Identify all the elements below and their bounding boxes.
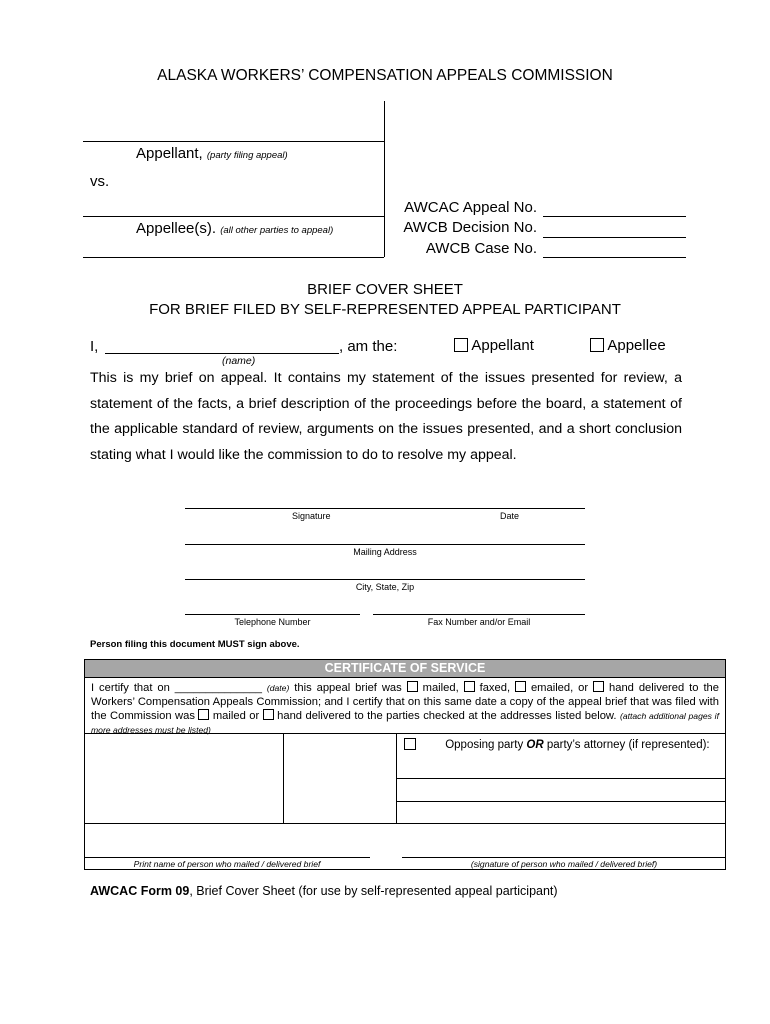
parties-hand-delivered-checkbox[interactable] (263, 709, 274, 720)
print-name-line[interactable] (84, 857, 370, 858)
opposing-party-checkbox[interactable] (404, 738, 416, 750)
address-row-divider-2 (396, 801, 726, 802)
page-title: ALASKA WORKERS’ COMPENSATION APPEALS COMMISSION (157, 67, 613, 84)
appellee-note: (all other parties to appeal) (220, 225, 334, 236)
heading-line1: BRIEF COVER SHEET (307, 281, 463, 298)
awcb-case-no-field[interactable] (543, 257, 686, 258)
signature-caption: Signature (292, 511, 331, 521)
form-description: , Brief Cover Sheet (for use by self-represented appeal participant) (189, 884, 558, 898)
appellant-line[interactable] (83, 141, 384, 142)
appellant-checkbox[interactable] (454, 338, 468, 352)
form-id: AWCAC Form 09 (90, 884, 190, 898)
certificate-of-service (84, 659, 726, 870)
awcac-appeal-no-field[interactable] (543, 216, 686, 217)
name-caption: (name) (222, 355, 256, 367)
appellant-note: (party filing appeal) (206, 150, 288, 161)
awcac-appeal-no-label: AWCAC Appeal No. (404, 199, 537, 216)
opposing-party-option[interactable]: Opposing party OR party’s attorney (if represented): (404, 738, 710, 751)
certificate-heading: CERTIFICATE OF SERVICE (85, 660, 725, 678)
server-signature-caption: (signature of person who mailed / delivered brief) (470, 859, 658, 869)
caption-bottom-rule (83, 257, 384, 258)
faxed-checkbox[interactable] (464, 681, 475, 692)
appellee-label: Appellee(s). (all other parties to appeal) (136, 220, 334, 237)
vs-label: vs. (90, 173, 110, 190)
fax-email-caption: Fax Number and/or Email (427, 617, 531, 627)
awcb-decision-no-label: AWCB Decision No. (403, 219, 537, 236)
address-row-divider-1 (396, 778, 726, 779)
city-state-zip-caption: City, State, Zip (355, 582, 415, 592)
brief-statement: This is my brief on appeal. It contains my statement of the issues presented for review, a statement of the facts, a brief description of the proceedings before the board, a statement of the applicable standard of review, arguments on the issues presented, and a short conclusion stating what I would like the commission to do to resolve my appeal. (90, 370, 682, 463)
date-caption: Date (500, 511, 520, 521)
name-field[interactable] (105, 353, 339, 354)
appellee-option[interactable]: Appellee (590, 337, 666, 354)
telephone-line[interactable] (185, 614, 360, 615)
address-col-divider-1 (283, 733, 284, 823)
parties-mailed-checkbox[interactable] (198, 709, 209, 720)
intro-am-the: , am the: (339, 338, 398, 355)
fax-email-line[interactable] (373, 614, 585, 615)
intro-i: I, (90, 338, 99, 355)
city-state-zip-line[interactable] (185, 579, 585, 580)
signature-date-line[interactable] (185, 508, 585, 509)
mailing-address-line[interactable] (185, 544, 585, 545)
appellee-line[interactable] (83, 216, 384, 217)
appellee-checkbox[interactable] (590, 338, 604, 352)
mailing-address-caption: Mailing Address (353, 547, 417, 557)
hand-delivered-checkbox[interactable] (593, 681, 604, 692)
form-footer (90, 884, 558, 898)
appellant-option[interactable]: Appellant (454, 337, 534, 354)
address-grid-top (84, 733, 726, 734)
awcb-decision-no-field[interactable] (543, 237, 686, 238)
must-sign-note: Person filing this document MUST sign above. (90, 639, 300, 650)
address-grid-bottom (84, 823, 726, 824)
telephone-caption: Telephone Number (234, 617, 311, 627)
print-name-caption: Print name of person who mailed / delivered brief (133, 859, 321, 869)
emailed-checkbox[interactable] (515, 681, 526, 692)
awcb-case-no-label: AWCB Case No. (425, 240, 537, 257)
mailed-checkbox[interactable] (407, 681, 418, 692)
server-signature-line[interactable] (402, 857, 726, 858)
appellant-label: Appellant, (party filing appeal) (136, 145, 288, 162)
certificate-text: I certify that on ______________ (date) this appeal brief was mailed, faxed, emailed, or hand delivered to the Workers’ Compensation Appeals Commission; and I certify that on this same date a copy of the appeal brief that was filed with the Commission was mailed or hand delivered to the parties checked at the addresses listed below. (attach additional pages if more addresses must be listed) (91, 682, 719, 735)
heading-line2: FOR BRIEF FILED BY SELF-REPRESENTED APPEAL PARTICIPANT (149, 301, 621, 318)
